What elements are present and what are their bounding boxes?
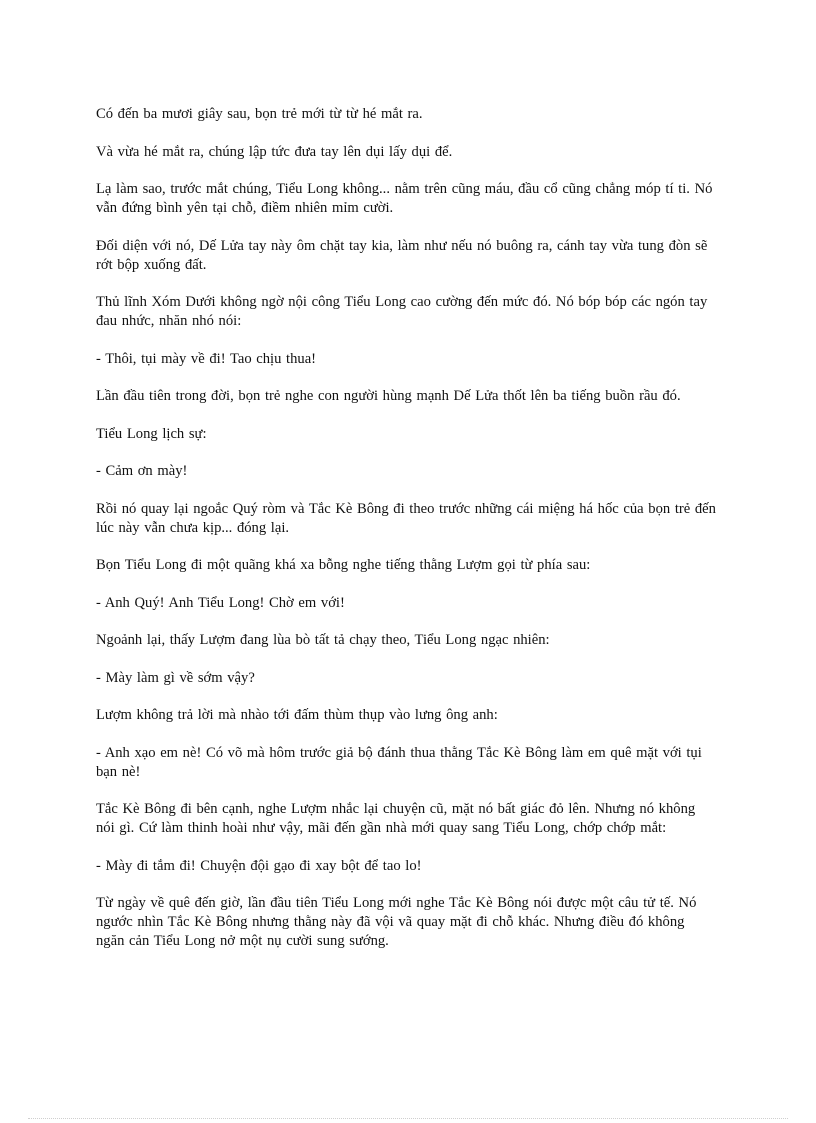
paragraph: Có đến ba mươi giây sau, bọn trẻ mới từ từ hé mắt ra. [96,106,423,122]
paragraph: Đối diện với nó, Dế Lửa tay này ôm chặt tay kia, làm như nếu nó buông ra, cánh tay vừa tung đòn sẽ rớt bộp xuống đất. [96,237,708,273]
paragraph: Rồi nó quay lại ngoắc Quý ròm và Tắc Kè Bông đi theo trước những cái miệng há hốc của bọn trẻ đến lúc này vẫn chưa kịp... đóng lại. [96,500,716,536]
paragraph: - Mày đi tắm đi! Chuyện đội gạo đi xay bột để tao lo! [96,857,422,874]
footer-divider [28,1118,788,1119]
paragraph: Thủ lĩnh Xóm Dưới không ngờ nội công Tiểu Long cao cường đến mức đó. Nó bóp bóp các ngón tay đau nhức, nhăn nhó nói: [96,294,708,329]
paragraph: Từ ngày về quê đến giờ, lần đầu tiên Tiểu Long mới nghe Tắc Kè Bông nói được một câu tử tế. Nó ngước nhìn Tắc Kè Bông nhưng thằng này đã vội vã quay mặt đi chỗ khác. Nhưng điều đó không ngăn cản Tiểu Long nở một nụ cười sung sướng. [96,895,697,949]
paragraph: - Thôi, tụi mày về đi! Tao chịu thua! [96,350,317,367]
document-page [96,105,716,970]
paragraph: Ngoảnh lại, thấy Lượm đang lùa bò tất tả chạy theo, Tiểu Long ngạc nhiên: [96,632,550,648]
paragraph: - Anh xạo em nè! Có võ mà hôm trước giả bộ đánh thua thằng Tắc Kè Bông làm em quê mặt với tụi bạn nè! [96,744,702,780]
paragraph: Và vừa hé mắt ra, chúng lập tức đưa tay lên dụi lấy dụi để. [96,143,453,160]
paragraph: Lượm không trả lời mà nhào tới đấm thùm thụp vào lưng ông anh: [96,707,498,723]
paragraph: Lạ làm sao, trước mắt chúng, Tiểu Long không... nằm trên cũng máu, đầu cổ cũng chẳng móp tí ti. Nó vẫn đứng bình yên tại chỗ, điềm nhiên mỉm cười. [96,181,713,216]
paragraph: Bọn Tiểu Long đi một quãng khá xa bỗng nghe tiếng thằng Lượm gọi từ phía sau: [96,557,591,573]
paragraph: Lần đầu tiên trong đời, bọn trẻ nghe con người hùng mạnh Dế Lửa thốt lên ba tiếng buồn rầu đó. [96,388,681,404]
paragraph: Tiểu Long lịch sự: [96,425,207,442]
paragraph: - Mày làm gì về sớm vậy? [96,669,255,686]
paragraph: Tắc Kè Bông đi bên cạnh, nghe Lượm nhắc lại chuyện cũ, mặt nó bất giác đỏ lên. Nhưng nó không nói gì. Cứ làm thinh hoài như vậy, mãi đến gần nhà mới quay sang Tiểu Long, chớp chớp mắt: [96,801,696,836]
paragraph: - Cảm ơn mày! [96,463,188,479]
paragraph: - Anh Quý! Anh Tiểu Long! Chờ em với! [96,594,345,611]
